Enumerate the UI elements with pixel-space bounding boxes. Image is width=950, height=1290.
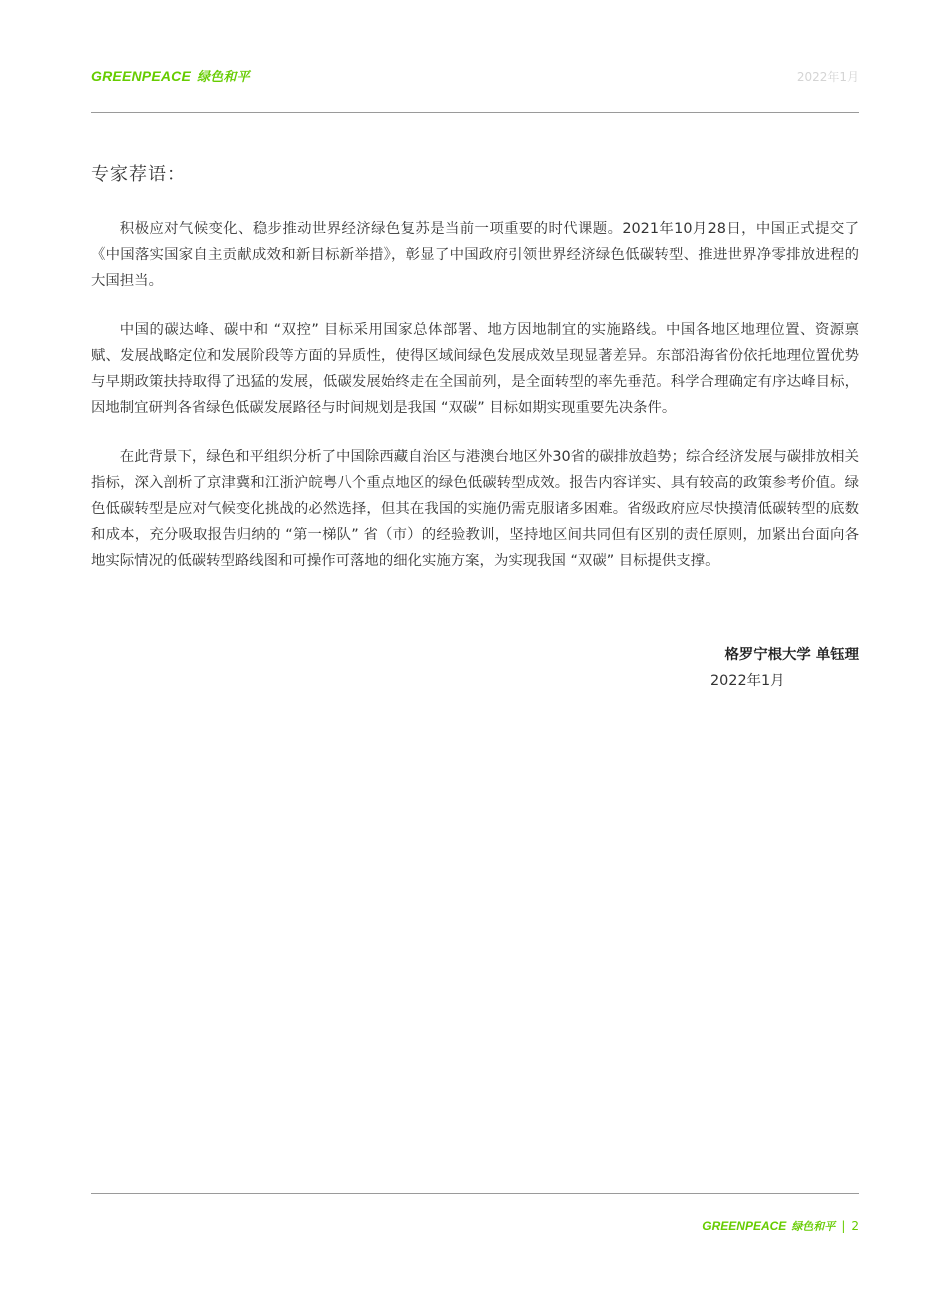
- page-header: [91, 66, 859, 90]
- header-divider: [91, 112, 859, 113]
- footer-branding: [702, 1218, 859, 1234]
- section-title: 专家荐语：: [91, 164, 186, 185]
- footer-logo: [702, 1219, 835, 1233]
- footer-logo-chinese-name: 绿色和平: [791, 1221, 836, 1233]
- signature-name: 格罗宁根大学 单钰理: [724, 647, 859, 663]
- signature-date: 2022年1月: [710, 673, 785, 689]
- page-number: 2: [851, 1219, 859, 1233]
- paragraph-3: 在此背景下，绿色和平组织分析了中国除西藏自治区与港澳台地区外30省的碳排放趋势；综合经济发展与碳排放相关指标，深入剖析了京津冀和江浙沪皖粤八个重点地区的绿色低碳转型成效。报告内容详实、具有较高的政策参考价值。绿色低碳转型是应对气候变化挑战的必然选择，但其在我国的实施仍需克服诸多困难。省级政府应尽快摸清低碳转型的底数和成本，充分吸取报告归纳的 “第一梯队” 省（市）的经验教训，坚持地区间共同但有区别的责任原则，加紧出台面向各地实际情况的低碳转型路线图和可操作可落地的细化实施方案，为实现我国 “双碳” 目标提供支撑。: [91, 449, 859, 569]
- page-footer: [91, 1218, 859, 1238]
- footer-logo-wordmark: GREENPEACE: [702, 1219, 787, 1233]
- greenpeace-logo: [91, 66, 250, 85]
- paragraph-1: 积极应对气候变化、稳步推动世界经济绿色复苏是当前一项重要的时代课题。2021年10月28日，中国正式提交了《中国落实国家自主贡献成效和新目标新举措》，彰显了中国政府引领世界经济绿色低碳转型、推进世界净零排放进程的大国担当。: [91, 221, 859, 289]
- footer-separator: |: [841, 1219, 846, 1233]
- paragraph-2: 中国的碳达峰、碳中和 “双控” 目标采用国家总体部署、地方因地制宜的实施路线。中国各地区地理位置、资源禀赋、发展战略定位和发展阶段等方面的异质性，使得区域间绿色发展成效呈现显著差异。东部沿海省份依托地理位置优势与早期政策扶持取得了迅猛的发展，低碳发展始终走在全国前列，是全面转型的率先垂范。科学合理确定有序达峰目标，因地制宜研判各省绿色低碳发展路径与时间规划是我国 “双碳” 目标如期实现重要先决条件。: [91, 322, 859, 416]
- logo-chinese-name: 绿色和平: [197, 69, 250, 84]
- header-date: 2022年1月: [796, 70, 859, 84]
- body-text: [91, 216, 859, 597]
- footer-divider: [91, 1193, 859, 1194]
- logo-wordmark: GREENPEACE: [91, 68, 192, 84]
